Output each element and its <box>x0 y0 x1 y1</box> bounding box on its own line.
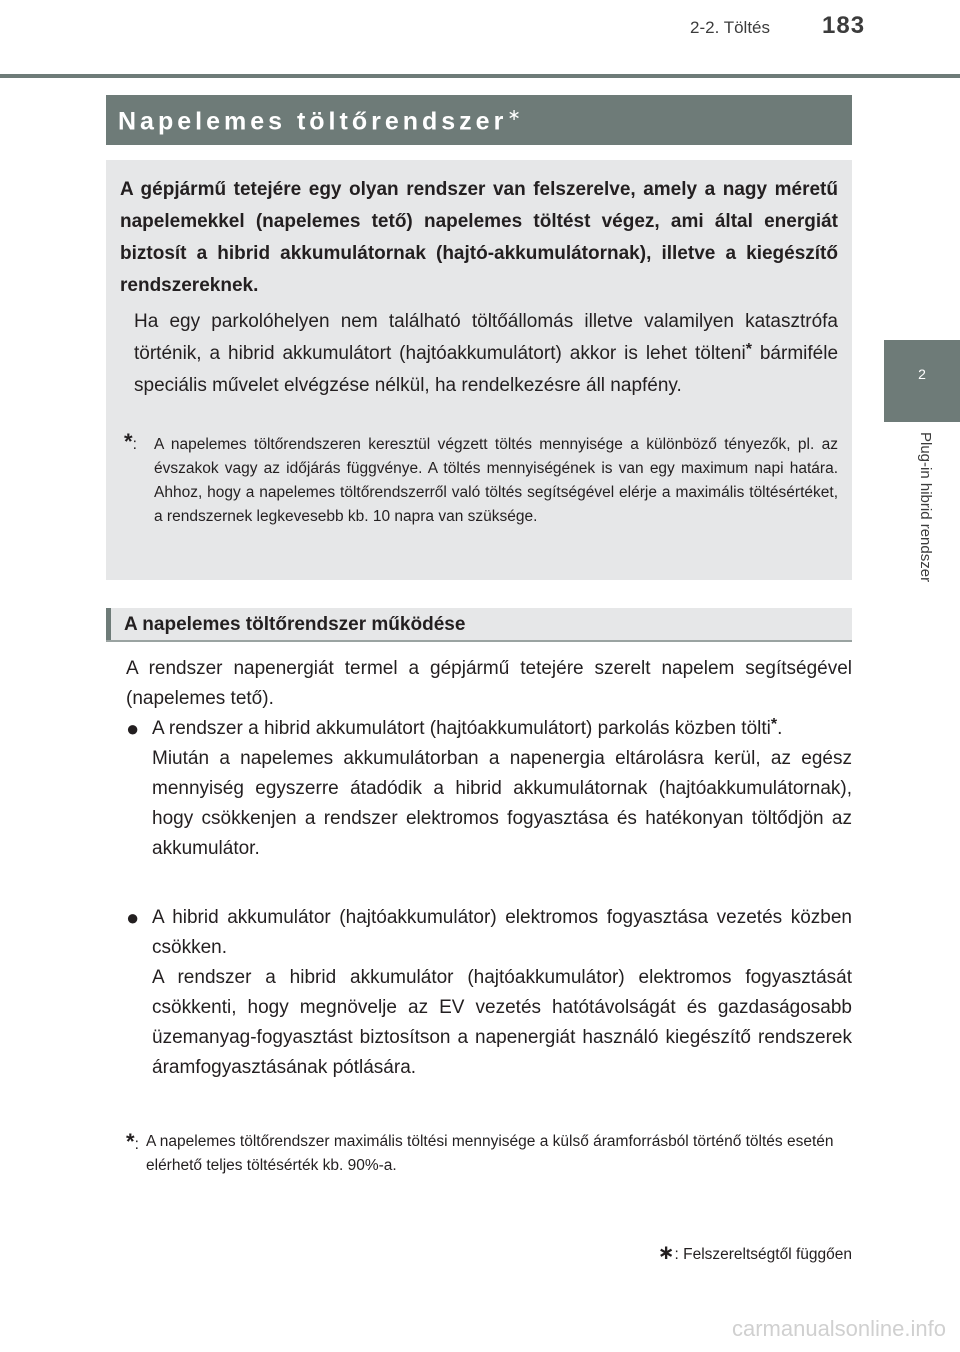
bullet-detail: A rendszer a hibrid akkumulátor (hajtóakkumulátor) elektromos fogyasztását csökkenti, hogy megnövelje az EV vezetés hatótávolságát és gazdaságosabb üzemanyag-fogyasztást biztosítson a napenergiát használó kiegészítő rendszerek áramfogyasztásának pótlására. <box>152 967 852 1078</box>
bullet-icon: ● <box>126 905 140 930</box>
section-title-bar <box>106 95 852 145</box>
equipment-note-marker: ∗ <box>657 1242 675 1264</box>
bullet-item <box>126 903 852 1083</box>
footnote-colon: : <box>134 1136 139 1153</box>
bullet-text-start: A rendszer a hibrid akkumulátort (hajtóakkumulátort) parkolás közben tölti <box>152 718 771 739</box>
bullet-text: A hibrid akkumulátor (hajtóakkumulátor) elektromos fogyasztása vezetés közben csökken. <box>152 907 852 958</box>
header-divider <box>0 74 960 78</box>
title-marker: ∗ <box>507 107 521 124</box>
bullet-detail: Miután a napelemes akkumulátorban a napenergia eltárolásra kerül, az egész mennyiség egyszerre átadódik a hibrid akkumulátornak (hajtóakkumulátornak), hogy csökkenjen a rendszer elektromos fogyasztása és hatékonyan töltődjön az akkumulátor. <box>152 748 852 859</box>
footnote-marker <box>126 1130 139 1157</box>
equipment-note-text: : Felszereltségtől függően <box>674 1246 852 1263</box>
bullet-icon: ● <box>126 716 140 741</box>
subsection-intro: A rendszer napenergiát termel a gépjármű tetejére szerelt napelem segítségével (napelemes tető). <box>126 658 852 709</box>
bullet-footnote-marker: * <box>770 716 778 733</box>
intro-note-text: A napelemes töltőrendszeren keresztül végzett töltés mennyisége a különböző tényezők, pl. az évszakok vagy az időjárás függvénye. A töltés mennyiségének is van egy maximum napi határa. Ahhoz, hogy a napelemes töltőrendszerről való töltés segítségével elérje a maximális töltésértéket, a rendszernek legkevesebb kb. 10 napra van szüksége. <box>154 436 838 525</box>
intro-note-colon: : <box>132 436 137 453</box>
subsection-heading: A napelemes töltőrendszer működése <box>124 614 466 635</box>
intro-footnote <box>124 429 838 529</box>
chapter-number: 2 <box>918 366 926 382</box>
bullet-text-end: . <box>777 718 783 739</box>
subsection-accent <box>106 608 111 642</box>
intro-bold-text: A gépjármű tetejére egy olyan rendszer van felszerelve, amely a nagy méretű napelemekkel (napelemes tető) napelemes töltést végez, ami által energiát biztosít a hibrid akkumulátornak (hajtó-akkumulátornak), illetve a kiegészítő rendszereknek. <box>120 179 838 296</box>
intro-paragraph <box>134 306 838 402</box>
chapter-tab <box>884 340 960 422</box>
intro-box <box>106 160 852 580</box>
subsection-underline <box>106 640 852 642</box>
chapter-label: Plug-in hibrid rendszer <box>917 432 934 583</box>
intro-note-marker <box>124 429 137 457</box>
page-number: 183 <box>822 12 866 39</box>
intro-footnote-marker: * <box>745 341 752 358</box>
section-title <box>118 105 521 136</box>
header-section-label: 2-2. Töltés <box>690 18 771 37</box>
intro-paragraph-start: Ha egy parkolóhelyen nem található töltőállomás illetve valamilyen katasztrófa történik, a hibrid akkumulátort (hajtóakkumulátort) akkor is lehet tölteni <box>134 311 838 364</box>
bullet-item <box>126 714 852 864</box>
subsection-heading-bar <box>106 608 852 642</box>
subsection-footnote <box>126 1130 852 1178</box>
bullet-text <box>152 714 852 744</box>
section-title-text: Napelemes töltőrendszer <box>118 107 508 136</box>
intro-paragraph-end: bármiféle speciális művelet elvégzése nélkül, ha rendelkezésre áll napfény. <box>134 343 839 396</box>
footnote-star: * <box>126 1129 135 1154</box>
watermark: carmanualsonline.info <box>731 1316 946 1341</box>
intro-note-star: * <box>124 429 133 454</box>
equipment-note <box>658 1240 852 1265</box>
footnote-text: A napelemes töltőrendszer maximális töltési mennyisége a külső áramforrásból történő töltés esetén elérhető teljes töltésérték kb. 90%-a. <box>146 1133 834 1174</box>
